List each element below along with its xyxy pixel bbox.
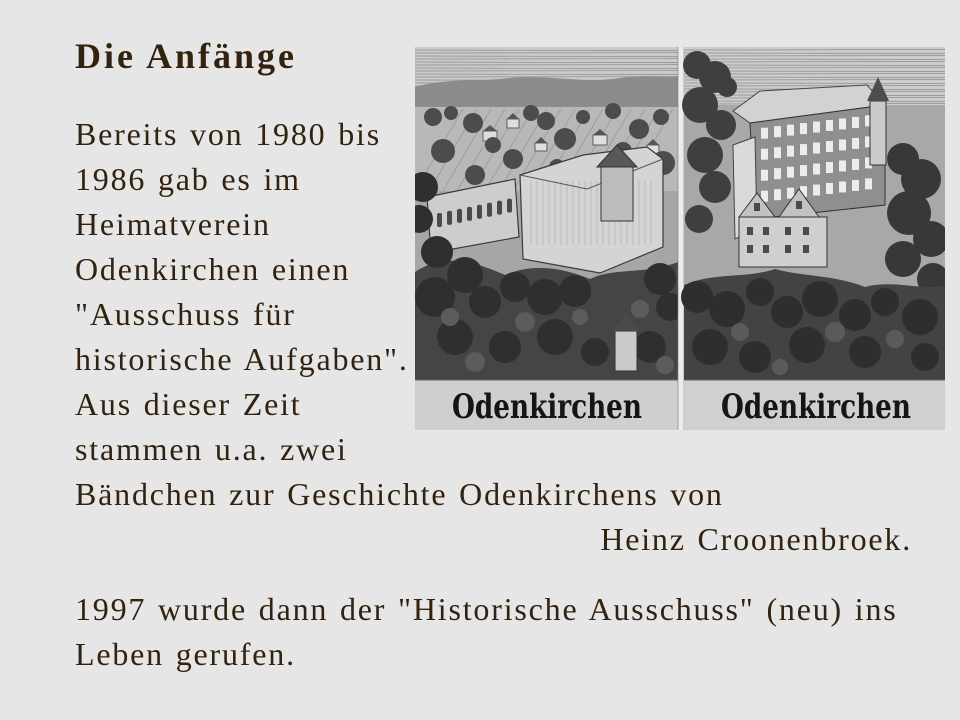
castle-window — [839, 181, 846, 192]
paragraph-line: stammen u.a. zwei — [75, 431, 348, 467]
tree — [465, 165, 485, 185]
paragraph-line: Aus dieser Zeit — [75, 386, 302, 422]
castle-window — [800, 165, 807, 176]
tree — [485, 137, 501, 153]
castle-window — [826, 120, 833, 131]
house-window — [763, 227, 769, 235]
tree — [503, 149, 523, 169]
tree — [656, 356, 674, 374]
tree — [644, 263, 676, 295]
tree — [500, 272, 530, 302]
tree — [424, 108, 442, 126]
arch-opening — [497, 201, 502, 215]
tree — [444, 106, 458, 120]
tree — [839, 299, 871, 331]
tree — [489, 331, 521, 363]
village-house — [507, 119, 519, 128]
castle-window — [852, 180, 859, 191]
left-booklet-cover — [415, 47, 684, 430]
castle-window — [774, 168, 781, 179]
tree — [849, 336, 881, 368]
tree — [572, 309, 588, 325]
paragraph-line: Heimatverein — [75, 206, 271, 242]
tree — [871, 288, 899, 316]
right-booklet-title: Odenkirchen — [721, 387, 911, 427]
castle-window — [865, 178, 872, 189]
tree — [685, 205, 713, 233]
paragraph-line: Leben gerufen. — [75, 636, 296, 672]
tree — [706, 110, 736, 140]
paragraph-line: Bereits von 1980 bis — [75, 116, 381, 152]
tree — [789, 327, 825, 363]
paragraph-line: 1986 gab es im — [75, 161, 301, 197]
arch-opening — [507, 199, 512, 213]
house-window — [796, 201, 802, 209]
founding-paragraph — [75, 587, 912, 677]
booklet-covers-photo — [415, 47, 945, 430]
foreground-tower — [615, 331, 637, 371]
arch-opening — [447, 211, 452, 225]
castle-window — [800, 144, 807, 155]
house-window — [803, 245, 809, 253]
village-house — [535, 143, 547, 151]
tree — [739, 341, 771, 373]
tree — [421, 236, 453, 268]
tree — [653, 109, 669, 125]
house-window — [763, 245, 769, 253]
tree — [605, 103, 621, 119]
castle-window — [774, 126, 781, 137]
castle-window — [826, 141, 833, 152]
paragraph-line: 1997 wurde dann der "Historische Ausschuss" (neu) ins — [75, 591, 898, 627]
house-window — [803, 227, 809, 235]
paragraph-line: historische Aufgaben". — [75, 341, 409, 377]
tree — [681, 281, 713, 313]
tree — [692, 329, 728, 365]
tree — [886, 330, 904, 348]
tree — [441, 308, 459, 326]
tree — [554, 128, 576, 150]
castle-window — [813, 185, 820, 196]
tree — [431, 139, 455, 163]
left-distant-hills — [415, 76, 678, 109]
house-window — [747, 227, 753, 235]
castle-window — [787, 167, 794, 178]
castle-window — [761, 149, 768, 160]
left-booklet-title: Odenkirchen — [452, 387, 642, 427]
arch-opening — [477, 205, 482, 219]
castle-window — [813, 164, 820, 175]
tree — [537, 319, 573, 355]
author-name: Heinz Croonenbroek. — [600, 521, 912, 557]
tree — [902, 299, 938, 335]
arch-opening — [467, 207, 472, 221]
tree — [699, 171, 731, 203]
tree — [911, 343, 939, 371]
castle-window — [852, 117, 859, 128]
castle-window — [813, 122, 820, 133]
castle-window — [813, 143, 820, 154]
tree — [576, 110, 590, 124]
tree — [885, 241, 921, 277]
arch-opening — [457, 209, 462, 223]
castle-window — [800, 123, 807, 134]
house-window — [754, 203, 760, 211]
arch-opening — [437, 213, 442, 227]
tree — [523, 105, 539, 121]
castle-window — [826, 183, 833, 194]
tree — [771, 296, 803, 328]
village-house — [593, 135, 607, 145]
paragraph-line: Odenkirchen einen — [75, 251, 351, 287]
tree — [746, 278, 774, 306]
fortress-tower — [601, 167, 633, 221]
booklet-covers-engraving — [415, 47, 945, 430]
paragraph-line: Bändchen zur Geschichte Odenkirchens von — [75, 476, 724, 512]
tree — [802, 281, 838, 317]
tree — [581, 338, 609, 366]
paragraph-line: "Ausschuss für — [75, 296, 296, 332]
castle-window — [774, 147, 781, 158]
castle-window — [787, 125, 794, 136]
house-window — [785, 245, 791, 253]
tree — [463, 113, 483, 133]
castle-window — [839, 139, 846, 150]
tree — [687, 137, 723, 173]
gabled-house-body — [739, 217, 827, 267]
castle-window — [852, 159, 859, 170]
tree — [825, 322, 845, 342]
arch-opening — [487, 203, 492, 217]
sky-hatch-line — [684, 53, 945, 54]
slide-title: Die Anfänge — [75, 36, 297, 76]
tree — [631, 300, 649, 318]
castle-window — [787, 146, 794, 157]
tree — [629, 119, 649, 139]
castle-window — [774, 189, 781, 200]
tree — [772, 359, 788, 375]
castle-window — [852, 138, 859, 149]
castle-tower — [870, 101, 886, 165]
tree — [717, 77, 737, 97]
tree — [731, 323, 749, 341]
sky-hatch-line — [684, 59, 945, 60]
house-window — [785, 227, 791, 235]
castle-window — [839, 118, 846, 129]
castle-window — [761, 170, 768, 181]
castle-window — [839, 160, 846, 171]
tree — [709, 291, 745, 327]
castle-window — [826, 162, 833, 173]
tree — [559, 275, 591, 307]
tree — [527, 279, 563, 315]
sky-hatch-line — [684, 62, 945, 63]
tree — [537, 112, 555, 130]
tree — [515, 312, 535, 332]
castle-window — [761, 128, 768, 139]
tree — [469, 286, 501, 318]
sky-hatch-line — [684, 56, 945, 57]
sky-hatch-line — [684, 50, 945, 51]
tree — [465, 352, 485, 372]
right-booklet-cover — [681, 47, 945, 430]
house-window — [747, 245, 753, 253]
